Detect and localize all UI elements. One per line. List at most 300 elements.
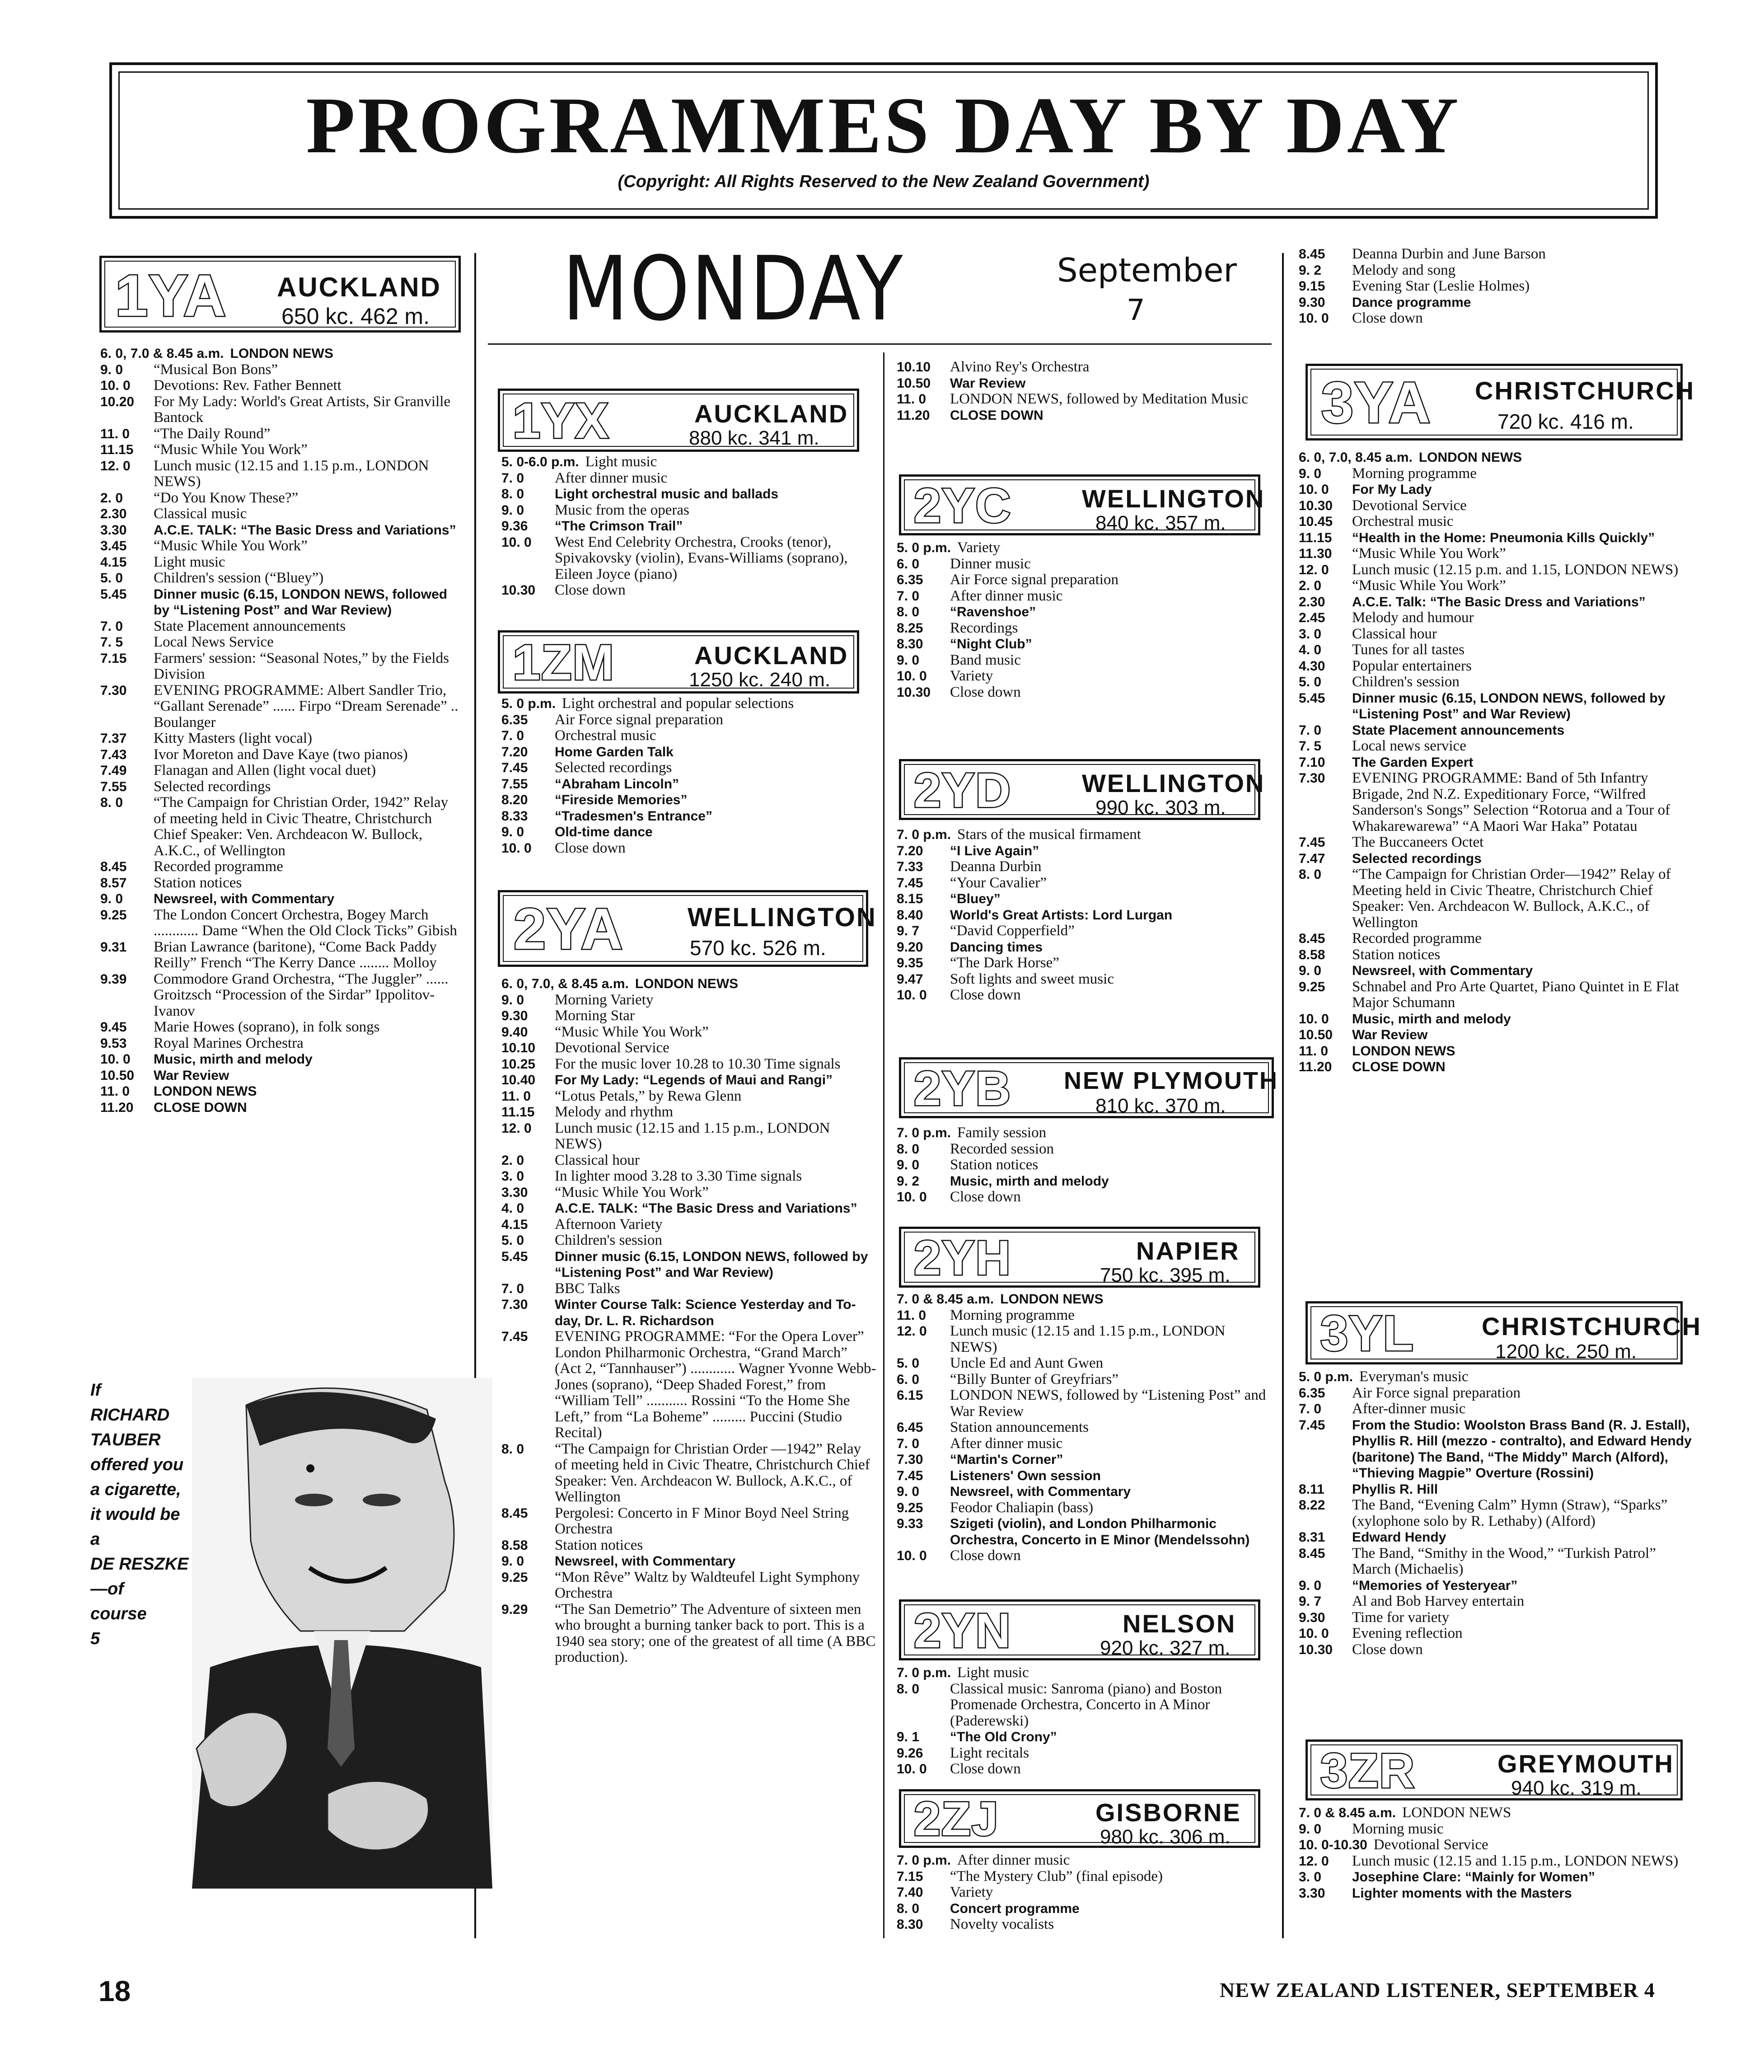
entry-programme: A.C.E. TALK: “The Basic Dress and Variations” xyxy=(555,1201,857,1216)
entry-time: 3. 0 xyxy=(1299,1870,1322,1884)
entry-programme: The Garden Expert xyxy=(1352,755,1474,770)
listing-entry xyxy=(100,683,462,731)
entry-programme: A.C.E. Talk: “The Basic Dress and Variations” xyxy=(1352,594,1646,609)
listing-entry xyxy=(501,1200,876,1217)
entry-programme: CLOSE DOWN xyxy=(1352,1059,1446,1074)
listing-entry xyxy=(1299,1626,1692,1642)
entry-programme: “Night Club” xyxy=(950,637,1032,652)
entry-programme: Close down xyxy=(950,684,1021,700)
ad-line: TAUBER xyxy=(90,1430,161,1449)
entry-programme: Evening reflection xyxy=(1352,1625,1463,1641)
entry-programme: Szigeti (violin), and London Philharmonic Orchestra, Concerto in E Minor (Mendelssohn) xyxy=(950,1516,1250,1547)
listing-entry xyxy=(1299,674,1692,690)
ad-copy xyxy=(90,1378,188,1651)
entry-time: 7.45 xyxy=(501,1329,528,1344)
listing-entry xyxy=(897,375,1272,392)
entry-time: 3.30 xyxy=(100,522,127,538)
listing-entry xyxy=(501,1024,876,1041)
listing-entry xyxy=(501,1168,876,1185)
listing-entry xyxy=(897,1761,1272,1777)
station-city: NAPIER xyxy=(1136,1237,1240,1265)
entry-programme: Marie Howes (soprano), in folk songs xyxy=(154,1019,380,1035)
entry-time: 6.35 xyxy=(501,712,528,727)
entry-time: 7. 0 xyxy=(897,588,920,604)
entry-time: 12. 0 xyxy=(100,458,131,473)
entry-programme: Home Garden Talk xyxy=(555,744,674,759)
listing-entry xyxy=(100,634,462,651)
listing-entry xyxy=(897,1308,1272,1324)
listing-entry xyxy=(1299,642,1692,658)
entry-programme: In lighter mood 3.28 to 3.30 Time signals xyxy=(555,1168,802,1184)
entry-programme: “Mon Rêve” Waltz by Waldteufel Light Symphony Orchestra xyxy=(555,1569,860,1601)
entry-time: 8. 0 xyxy=(1299,867,1322,882)
entry-programme: Close down xyxy=(950,1547,1021,1564)
entry-programme: Alvino Rey's Orchestra xyxy=(950,359,1090,375)
entry-time: 10. 0 xyxy=(897,1762,927,1777)
listing-entry xyxy=(501,1072,876,1088)
listing-entry xyxy=(100,651,462,683)
listing-entry xyxy=(100,490,462,506)
entry-programme: “Ravenshoe” xyxy=(950,605,1036,619)
entry-programme: “Lotus Petals,” by Rewa Glenn xyxy=(555,1088,742,1104)
listing-entry xyxy=(100,1036,462,1052)
station-city: WELLINGTON xyxy=(1082,484,1265,513)
listing-entry xyxy=(1299,1043,1692,1059)
listing-entry xyxy=(100,907,462,939)
entry-programme: Dinner music (6.15, LONDON NEWS, followed by “Listening Post” and War Review) xyxy=(154,586,448,618)
listing-entry xyxy=(897,843,1272,859)
entry-programme: “Billy Bunter of Greyfriars” xyxy=(950,1371,1118,1388)
entry-programme: “Music While You Work” xyxy=(555,1184,709,1200)
entry-time: 5. 0 xyxy=(1299,675,1322,689)
entry-time: 9.47 xyxy=(897,971,923,987)
entry-time: 9.39 xyxy=(100,971,127,987)
column-rule-2 xyxy=(883,352,884,1938)
entry-time: 10.20 xyxy=(100,394,135,409)
entry-programme: Edward Hendy xyxy=(1352,1530,1446,1545)
entry-programme: Orchestral music xyxy=(1352,513,1454,530)
entry-time: 7.45 xyxy=(501,760,528,775)
entry-time: 10. 0 xyxy=(501,840,532,856)
entry-time: 8.57 xyxy=(100,875,127,891)
entry-programme: “The San Demetrio” The Adventure of sixteen men who brought a burning tanker back to port. This is a 1940 sea story; one of the greatest of all time (A BBC production). xyxy=(555,1601,876,1665)
entry-programme: Classical music: Sanroma (piano) and Boston Promenade Orchestra, Concerto in A Minor (Paderewski) xyxy=(950,1680,1222,1729)
listing-entry xyxy=(897,1917,1272,1933)
listing-entry xyxy=(897,859,1272,875)
entry-time: 7.30 xyxy=(1299,771,1325,786)
entry-programme: LONDON NEWS xyxy=(154,1084,257,1099)
listing-entry xyxy=(1299,1481,1692,1498)
entry-programme: Close down xyxy=(1352,310,1423,326)
listing-entry xyxy=(897,1173,1272,1190)
listing-entry xyxy=(100,1051,462,1068)
entry-programme: Devotional Service xyxy=(1352,497,1467,514)
entry-programme: Recorded session xyxy=(950,1140,1054,1157)
entry-time: 7.10 xyxy=(1299,755,1325,770)
entry-time: 10. 0 xyxy=(501,534,532,550)
listing-entry xyxy=(1299,867,1692,931)
entry-programme: From the Studio: Woolston Brass Band (R. J. Estall), Phyllis R. Hill (mezzo - contralto), and Edward Hendy (baritone) The Band, “The Middy” March (Alford), “Thieving Magpie” Overture (Rossini) xyxy=(1352,1417,1692,1481)
entry-programme: Devotions: Rev. Father Bennett xyxy=(154,377,342,394)
station-call-sign: 2YC xyxy=(914,478,1012,533)
listing-entry xyxy=(501,454,876,470)
listing-entry xyxy=(897,1869,1272,1885)
entry-programme: Evening Star (Leslie Holmes) xyxy=(1352,278,1530,294)
listing-entry xyxy=(1299,1885,1692,1902)
entry-time: 9. 0 xyxy=(897,1158,920,1172)
listing-entry xyxy=(501,744,876,760)
listing-1ya xyxy=(100,346,462,1116)
entry-programme: Popular entertainers xyxy=(1352,657,1472,674)
entry-programme: Newsreel, with Commentary xyxy=(950,1484,1131,1499)
listing-entry xyxy=(100,939,462,971)
entry-programme: For My Lady: World's Great Artists, Sir Granville Bantock xyxy=(154,393,451,426)
listing-entry xyxy=(501,976,876,992)
entry-time: 8.45 xyxy=(1299,247,1325,262)
entry-programme: Tunes for all tastes xyxy=(1352,642,1465,658)
listing-entry xyxy=(100,346,462,362)
listing-entry xyxy=(1299,722,1692,739)
entry-programme: Light music xyxy=(585,454,657,470)
entry-time: 10. 0 xyxy=(1299,1626,1329,1641)
entry-time: 8. 0 xyxy=(897,605,920,619)
listing-entry xyxy=(1299,738,1692,755)
entry-programme: “Music While You Work” xyxy=(555,1023,709,1040)
entry-programme: Light orchestral and popular selections xyxy=(562,695,794,712)
entry-time: 10. 0 xyxy=(897,1548,927,1563)
entry-time: 11.20 xyxy=(1299,1059,1332,1074)
listing-entry xyxy=(897,1125,1272,1141)
entry-time: 5. 0 p.m. xyxy=(897,540,951,555)
entry-programme: After-dinner music xyxy=(1352,1401,1466,1417)
entry-time: 11.15 xyxy=(501,1105,535,1120)
entry-time: 9.20 xyxy=(897,939,923,955)
entry-programme: “Music While You Work” xyxy=(154,538,308,554)
entry-time: 7. 5 xyxy=(1299,739,1322,754)
entry-programme: Melody and song xyxy=(1352,262,1456,278)
entry-programme: Winter Course Talk: Science Yesterday and To-day, Dr. L. R. Richardson xyxy=(555,1297,856,1328)
entry-time: 7. 5 xyxy=(100,635,123,650)
entry-programme: Classical hour xyxy=(555,1152,640,1168)
entry-time: 9. 0 xyxy=(501,502,524,518)
entry-programme: “Abraham Lincoln” xyxy=(555,776,679,792)
entry-time: 9. 2 xyxy=(897,1173,920,1189)
entry-time: 9.25 xyxy=(897,1500,923,1515)
entry-programme: Selected recordings xyxy=(154,778,271,795)
listing-entry xyxy=(897,1901,1272,1917)
station-box-3zr xyxy=(1305,1739,1683,1800)
entry-time: 6. 0 xyxy=(897,1372,920,1387)
station-frequency: 880 kc. 341 m. xyxy=(689,427,819,449)
entry-time: 8.30 xyxy=(897,1917,923,1932)
station-frequency: 570 kc. 526 m. xyxy=(690,936,826,960)
listing-entry xyxy=(897,556,1272,572)
entry-programme: For My Lady xyxy=(1352,482,1432,497)
listing-entry xyxy=(100,859,462,875)
entry-programme: “Music While You Work” xyxy=(1352,545,1506,562)
station-city: CHRISTCHURCH xyxy=(1475,376,1695,405)
entry-time: 12. 0 xyxy=(501,1120,532,1136)
listing-entry xyxy=(1299,295,1692,311)
entry-programme: Lighter moments with the Masters xyxy=(1352,1885,1572,1901)
entry-time: 7. 0 & 8.45 a.m. xyxy=(897,1292,994,1307)
entry-programme: Lunch music (12.15 and 1.15 p.m., LONDON NEWS) xyxy=(1352,1852,1679,1869)
listing-entry xyxy=(100,458,462,490)
listing-entry xyxy=(897,1436,1272,1452)
listing-2yb xyxy=(897,1125,1272,1205)
listing-entry xyxy=(100,394,462,426)
entry-time: 8. 0 xyxy=(897,1141,920,1157)
entry-programme: Novelty vocalists xyxy=(950,1916,1054,1932)
entry-time: 9.45 xyxy=(100,1020,127,1035)
entry-time: 10.50 xyxy=(897,375,931,391)
entry-programme: Farmers' session: “Seasonal Notes,” by the Fields Division xyxy=(154,650,449,682)
entry-programme: Air Force signal preparation xyxy=(1352,1384,1521,1401)
listing-entry xyxy=(1299,834,1692,851)
listing-entry xyxy=(897,572,1272,588)
de-reszke-advertisement xyxy=(90,1378,492,1889)
entry-time: 5. 0 p.m. xyxy=(1299,1369,1353,1384)
entry-time: 2. 0 xyxy=(100,490,123,506)
entry-time: 9.30 xyxy=(1299,1610,1325,1625)
entry-programme: For My Lady: “Legends of Maui and Rangi” xyxy=(555,1073,833,1088)
listing-entry xyxy=(897,1323,1272,1355)
entry-time: 7. 0 xyxy=(1299,1402,1322,1416)
listing-entry xyxy=(897,1468,1272,1484)
entry-time: 7.45 xyxy=(1299,1417,1325,1433)
listing-entry xyxy=(1299,1610,1692,1626)
station-frequency: 720 kc. 416 m. xyxy=(1497,410,1634,433)
station-box-2yh xyxy=(899,1227,1260,1288)
listing-entry xyxy=(1299,1369,1692,1385)
listing-entry xyxy=(501,1249,876,1281)
listing-entry xyxy=(1299,931,1692,947)
listing-entry xyxy=(897,1852,1272,1869)
entry-programme: Local News Service xyxy=(154,634,274,650)
listing-entry xyxy=(1299,562,1692,578)
entry-time: 11. 0 xyxy=(897,1308,926,1323)
entry-programme: Station notices xyxy=(154,874,242,891)
entry-programme: West End Celebrity Orchestra, Crooks (tenor), Spivakovsky (violin), Evans-Williams (soprano), Eileen Joyce (piano) xyxy=(555,534,848,582)
listing-entry xyxy=(1299,658,1692,675)
entry-time: 9.35 xyxy=(897,956,923,970)
entry-time: 11.15 xyxy=(100,442,134,457)
entry-time: 9.15 xyxy=(1299,279,1325,294)
listing-entry xyxy=(1299,1401,1692,1417)
entry-time: 6. 0, 7.0, 8.45 a.m. xyxy=(1299,450,1413,465)
station-box-2zj xyxy=(899,1789,1260,1848)
listing-entry xyxy=(1299,1869,1692,1885)
entry-programme: “David Copperfield” xyxy=(950,923,1075,939)
entry-time: 9. 0 xyxy=(501,1554,524,1569)
station-call-sign: 1YX xyxy=(513,393,609,449)
entry-time: 7.55 xyxy=(100,779,127,794)
entry-programme: “Memories of Yesteryear” xyxy=(1352,1578,1518,1593)
entry-time: 2. 0 xyxy=(1299,578,1322,593)
station-frequency: 810 kc. 370 m. xyxy=(1095,1095,1226,1117)
entry-time: 10. 0 xyxy=(1299,482,1329,497)
listing-entry xyxy=(897,907,1272,923)
station-call-sign: 3YA xyxy=(1321,370,1432,435)
listing-2yc xyxy=(897,540,1272,700)
listing-entry xyxy=(100,586,462,619)
ad-line: RICHARD xyxy=(90,1406,170,1425)
entry-programme: “The Campaign for Christian Order, 1942” Relay of meeting held in Civic Theatre, Christchurch Chief Speaker: Ven. Archdeacon W. Bullock, A.K.C., of Wellington xyxy=(154,794,449,859)
entry-time: 9. 0 xyxy=(501,825,524,839)
entry-programme: “Tradesmen's Entrance” xyxy=(555,808,712,824)
listing-entry xyxy=(897,636,1272,652)
entry-time: 5. 0-6.0 p.m. xyxy=(501,455,579,469)
entry-programme: State Placement announcements xyxy=(1352,722,1565,738)
entry-time: 2.45 xyxy=(1299,610,1325,625)
listing-1yx xyxy=(501,454,876,599)
entry-programme: After dinner music xyxy=(555,469,668,486)
listing-entry xyxy=(501,1233,876,1249)
entry-time: 8. 0 xyxy=(100,795,123,810)
listing-entry xyxy=(897,939,1272,956)
entry-time: 9. 0 xyxy=(1299,963,1322,978)
listing-entry xyxy=(501,776,876,792)
entry-time: 10.30 xyxy=(1299,1642,1333,1657)
entry-time: 7.45 xyxy=(897,875,923,891)
listing-entry xyxy=(501,1056,876,1073)
entry-programme: “Your Cavalier” xyxy=(950,874,1047,891)
entry-time: 7. 0 xyxy=(897,1436,920,1451)
entry-time: 7.20 xyxy=(897,843,923,858)
entry-programme: “Health in the Home: Pneumonia Kills Quickly” xyxy=(1352,530,1655,545)
entry-time: 10. 0 xyxy=(1299,311,1329,326)
listing-entry xyxy=(100,619,462,635)
entry-programme: “The Campaign for Christian Order—1942” Relay of Meeting held in Civic Theatre, Christchurch Chief Speaker: Ven. Archdeacon W. Bullock, A.K.C., of Wellington xyxy=(1352,866,1671,931)
entry-time: 8.15 xyxy=(897,891,923,906)
listing-3yl xyxy=(1299,1369,1692,1658)
entry-time: 5.45 xyxy=(100,586,127,602)
station-call-sign: 2YD xyxy=(914,763,1012,817)
listing-entry xyxy=(897,1665,1272,1681)
listing-entry xyxy=(501,1217,876,1233)
listing-entry xyxy=(100,891,462,907)
entry-programme: Everyman's music xyxy=(1359,1369,1469,1385)
listing-entry xyxy=(1299,1027,1692,1043)
entry-programme: Newsreel, with Commentary xyxy=(555,1554,736,1569)
station-call-sign: 1YA xyxy=(115,263,227,328)
entry-time: 10.45 xyxy=(1299,514,1333,529)
entry-programme: Selected recordings xyxy=(1352,851,1482,866)
entry-time: 7. 0 xyxy=(501,728,524,743)
listing-entry xyxy=(501,486,876,502)
ad-line: offered you xyxy=(90,1455,184,1474)
listing-entry xyxy=(1299,1059,1692,1075)
station-call-sign: 3YL xyxy=(1320,1306,1414,1361)
entry-time: 8.58 xyxy=(1299,947,1325,962)
entry-programme: Light recitals xyxy=(950,1744,1029,1761)
entry-programme: Children's session xyxy=(1352,674,1460,690)
listing-entry xyxy=(1299,1497,1692,1529)
entry-programme: Morning programme xyxy=(950,1307,1075,1323)
listing-entry xyxy=(897,1355,1272,1372)
entry-programme: “The Daily Round” xyxy=(154,425,271,442)
station-box-2ya xyxy=(498,890,877,967)
station-city: NEW PLYMOUTH xyxy=(1064,1067,1279,1094)
listing-entry xyxy=(100,442,462,458)
ad-line: 5 xyxy=(90,1629,100,1648)
listing-entry xyxy=(1299,263,1692,279)
entry-time: 4. 0 xyxy=(1299,642,1322,657)
entry-time: 9. 7 xyxy=(897,923,920,938)
entry-programme: Brian Lawrance (baritone), “Come Back Paddy Reilly” French “The Kerry Dance ........ Molloy xyxy=(154,938,437,971)
ad-line: DE RESZKE xyxy=(90,1555,189,1574)
entry-time: 6.45 xyxy=(897,1420,923,1435)
entry-time: 8.25 xyxy=(897,620,923,636)
entry-time: 7.45 xyxy=(1299,835,1325,850)
entry-programme: Pergolesi: Concerto in F Minor Boyd Neel String Orchestra xyxy=(555,1505,849,1537)
entry-programme: Classical music xyxy=(154,506,247,522)
listing-entry xyxy=(1299,466,1692,482)
entry-time: 10.25 xyxy=(501,1056,536,1072)
entry-time: 8.20 xyxy=(501,792,528,807)
listing-entry xyxy=(501,1120,876,1153)
entry-time: 7.20 xyxy=(501,744,528,759)
entry-time: 8.22 xyxy=(1299,1498,1325,1513)
entry-time: 7.15 xyxy=(100,651,127,666)
entry-time: 11. 0 xyxy=(100,1084,130,1099)
entry-time: 9. 0 xyxy=(100,891,123,906)
entry-time: 10. 0 xyxy=(897,669,927,684)
date-label: 7 xyxy=(1127,294,1145,327)
listing-entry xyxy=(1299,594,1692,610)
entry-programme: “Martin's Corner” xyxy=(950,1452,1063,1467)
entry-programme: Newsreel, with Commentary xyxy=(1352,963,1533,978)
entry-time: 9.29 xyxy=(501,1602,528,1617)
entry-time: 8.30 xyxy=(897,637,923,652)
listing-entry xyxy=(1299,690,1692,722)
entry-time: 7. 0 xyxy=(1299,722,1322,738)
listing-entry xyxy=(501,1088,876,1105)
entry-programme: Time for variety xyxy=(1352,1609,1450,1626)
listing-entry xyxy=(897,875,1272,891)
entry-programme: “Music While You Work” xyxy=(154,441,308,458)
entry-time: 10. 0-10.30 xyxy=(1299,1838,1367,1852)
listing-entry xyxy=(897,1141,1272,1158)
listing-entry xyxy=(501,840,876,857)
listing-entry xyxy=(897,1548,1272,1564)
entry-time: 9. 0 xyxy=(1299,1578,1322,1593)
station-frequency: 1250 kc. 240 m. xyxy=(689,669,831,691)
station-call-sign: 2YN xyxy=(914,1603,1012,1658)
entry-time: 8. 0 xyxy=(897,1681,920,1697)
listing-entry xyxy=(100,763,462,779)
entry-time: 9.25 xyxy=(100,907,127,923)
listing-entry xyxy=(100,731,462,747)
listing-entry xyxy=(1299,1578,1692,1594)
entry-programme: Royal Marines Orchestra xyxy=(154,1035,304,1051)
station-frequency: 840 kc. 357 m. xyxy=(1095,512,1226,534)
station-frequency: 1200 kc. 250 m. xyxy=(1495,1341,1637,1363)
listing-entry xyxy=(501,502,876,519)
entry-programme: Orchestral music xyxy=(555,727,656,744)
listing-3zr xyxy=(1299,1805,1692,1901)
listing-entry xyxy=(1299,1642,1692,1658)
entry-time: 8.45 xyxy=(1299,931,1325,946)
entry-programme: Station notices xyxy=(1352,946,1441,963)
entry-programme: CLOSE DOWN xyxy=(950,408,1043,423)
entry-programme: Lunch music (12.15 and 1.15 p.m., LONDON NEWS) xyxy=(950,1323,1226,1355)
station-box-1zm xyxy=(498,630,859,694)
listing-entry xyxy=(897,1729,1272,1745)
entry-programme: “The Campaign for Christian Order —1942” Relay of meeting held in Civic Theatre, Christchurch Chief Speaker: Ven. Archdeacon W. Bullock, A.K.C., of Wellington xyxy=(555,1440,870,1505)
listing-entry xyxy=(1299,498,1692,514)
entry-time: 9.30 xyxy=(1299,295,1325,310)
